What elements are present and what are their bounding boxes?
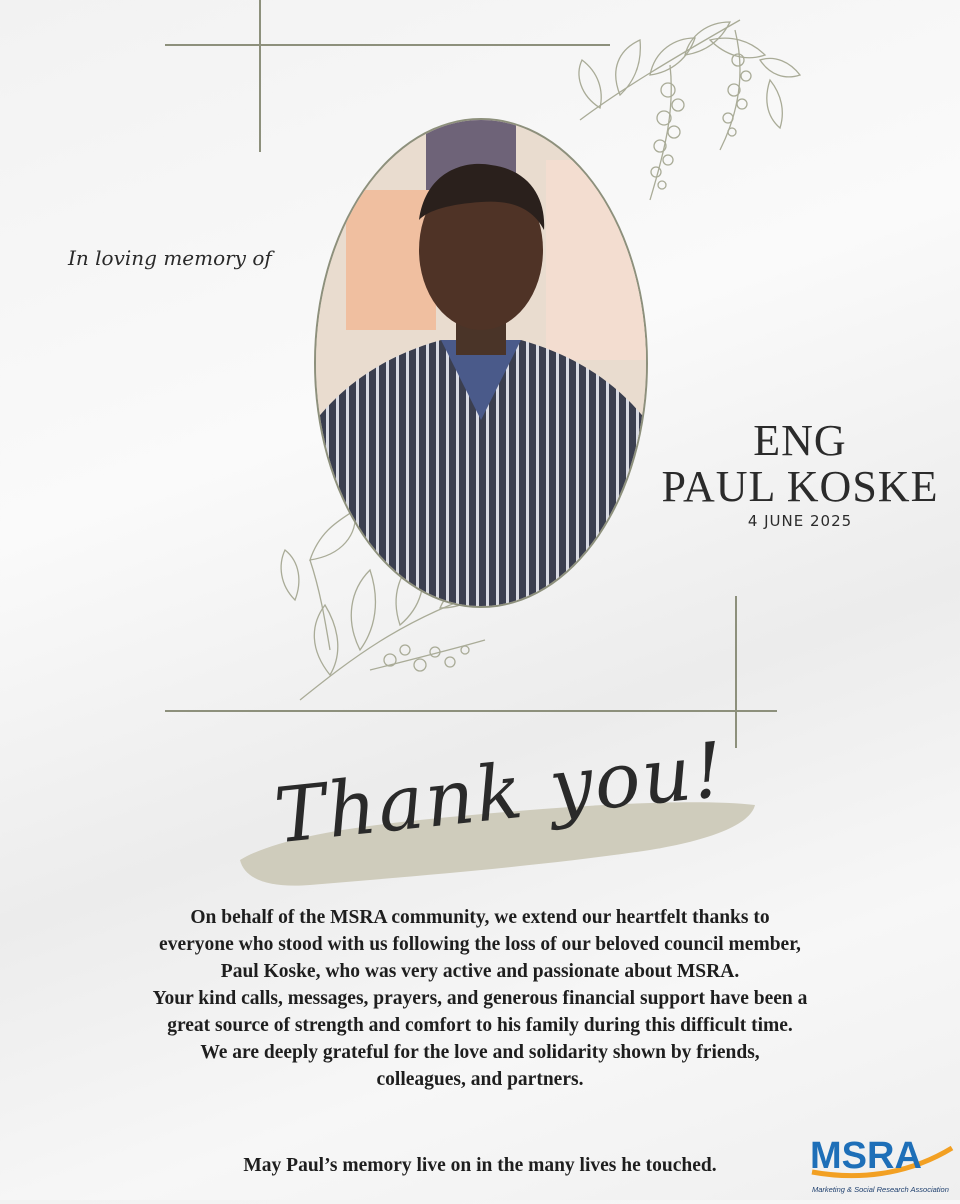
person-title: ENG bbox=[753, 416, 847, 465]
thank-you-heading-block bbox=[230, 724, 760, 890]
person-name: PAUL KOSKE bbox=[661, 462, 939, 511]
memorial-portrait-photo bbox=[314, 118, 648, 608]
message-line: everyone who stood with us following the loss of our beloved council member, bbox=[159, 934, 801, 955]
frame-top-line bbox=[165, 44, 610, 46]
message-line: Your kind calls, messages, prayers, and generous financial support have been a bbox=[152, 988, 808, 1009]
message-line: On behalf of the MSRA community, we extend our heartfelt thanks to bbox=[190, 907, 770, 928]
frame-left-vertical bbox=[259, 0, 261, 152]
person-date: 4 JUNE 2025 bbox=[747, 512, 853, 530]
frame-bottom-line bbox=[165, 710, 777, 712]
message-line: We are deeply grateful for the love and solidarity shown by friends, bbox=[200, 1042, 760, 1063]
message-line: Paul Koske, who was very active and passionate about MSRA. bbox=[220, 961, 740, 982]
logo-wordmark: MSRA bbox=[810, 1135, 922, 1177]
frame-right-vertical bbox=[735, 596, 737, 748]
name-block bbox=[640, 418, 960, 530]
thank-you-message bbox=[80, 904, 880, 1093]
logo-tagline: Marketing & Social Research Association bbox=[812, 1185, 949, 1194]
message-line: colleagues, and partners. bbox=[376, 1069, 584, 1090]
closing-line: May Paul’s memory live on in the many lives he touched. bbox=[243, 1155, 717, 1176]
thank-you-text: Thank you! bbox=[270, 724, 730, 861]
msra-logo bbox=[806, 1128, 956, 1200]
in-loving-memory-text: In loving memory of bbox=[68, 246, 272, 270]
message-line: great source of strength and comfort to his family during this difficult time. bbox=[167, 1015, 793, 1036]
